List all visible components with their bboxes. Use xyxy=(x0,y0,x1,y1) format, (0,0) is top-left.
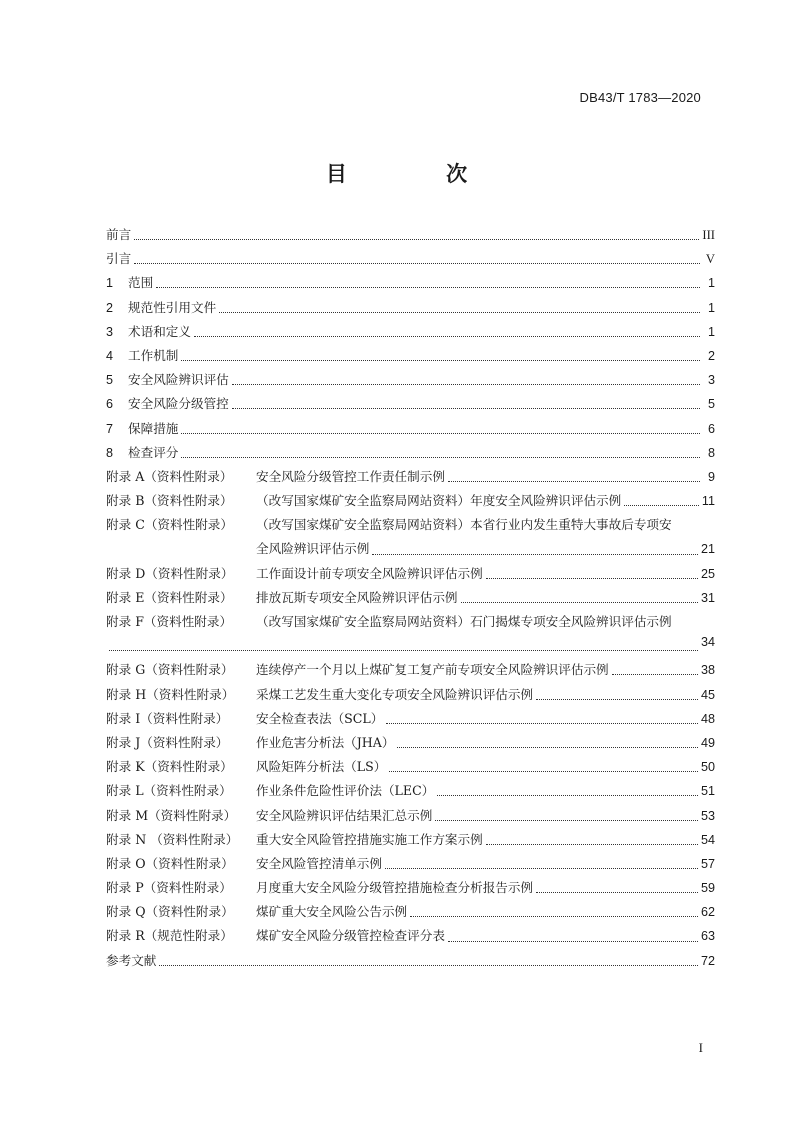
toc-entry[interactable] xyxy=(106,732,715,756)
toc-entry[interactable] xyxy=(106,538,715,562)
toc-entry-page: 62 xyxy=(700,905,715,920)
toc-dot-leader xyxy=(232,383,700,385)
toc-entry-page: 50 xyxy=(700,760,715,775)
toc-entry-title: 作业条件危险性评价法（LEC） xyxy=(256,783,435,799)
toc-entry-appendix-label: 附录 N （资料性附录） xyxy=(106,831,239,847)
toc-entry-appendix-label: 附录 K（资料性附录） xyxy=(106,759,233,775)
toc-entry[interactable] xyxy=(106,925,715,949)
toc-entry-appendix-label: 附录 O（资料性附录） xyxy=(106,855,234,871)
toc-entry[interactable] xyxy=(106,418,715,442)
toc-entry-page: 72 xyxy=(700,953,715,968)
toc-entry-appendix-label: 附录 P（资料性附录） xyxy=(106,880,232,896)
toc-entry-page: 1 xyxy=(707,324,715,339)
toc-dot-leader xyxy=(410,915,698,917)
toc-entry[interactable] xyxy=(106,611,715,635)
toc-entry[interactable] xyxy=(106,659,715,683)
toc-entry[interactable] xyxy=(106,708,715,732)
toc-entry-page: 8 xyxy=(707,445,715,460)
toc-entry[interactable] xyxy=(106,466,715,490)
toc-entry-number: 5 xyxy=(106,373,114,388)
toc-dot-leader xyxy=(181,359,700,361)
toc-dot-leader xyxy=(437,794,698,796)
toc-entry-title: 检查评分 xyxy=(128,444,179,460)
toc-entry-title: 参考文献 xyxy=(106,952,157,968)
toc-entry[interactable] xyxy=(106,514,715,538)
toc-dot-leader xyxy=(397,746,698,748)
toc-entry-title: 保障措施 xyxy=(128,420,179,436)
toc-dot-leader xyxy=(389,770,698,772)
toc-entry-title: 引言 xyxy=(106,251,132,267)
toc-entry-title: （改写国家煤矿安全监察局网站资料）本省行业内发生重特大事故后专项安 xyxy=(256,517,672,533)
toc-entry-appendix-label: 附录 E（资料性附录） xyxy=(106,589,233,605)
toc-entry-number: 1 xyxy=(106,276,114,291)
toc-dot-leader xyxy=(134,238,699,240)
toc-dot-leader xyxy=(194,335,700,337)
toc-entry-title: （改写国家煤矿安全监察局网站资料）年度安全风险辨识评估示例 xyxy=(256,493,622,509)
toc-entry-appendix-label: 附录 M（资料性附录） xyxy=(106,807,237,823)
toc-dot-leader xyxy=(435,819,698,821)
toc-entry[interactable] xyxy=(106,950,715,974)
toc-entry[interactable] xyxy=(106,684,715,708)
toc-entry[interactable] xyxy=(106,369,715,393)
toc-entry-title: 安全风险分级管控工作责任制示例 xyxy=(256,468,445,484)
toc-entry[interactable] xyxy=(106,224,715,248)
toc-entry[interactable] xyxy=(106,248,715,272)
toc-entry-appendix-label: 附录 R（规范性附录） xyxy=(106,928,233,944)
toc-entry-page: 1 xyxy=(707,300,715,315)
toc-entry-page: 57 xyxy=(700,856,715,871)
toc-entry-title: 月度重大安全风险分级管控措施检查分析报告示例 xyxy=(256,880,534,896)
toc-entry[interactable] xyxy=(106,805,715,829)
toc-entry-appendix-label: 附录 J（资料性附录） xyxy=(106,734,229,750)
toc-entry-appendix-label: 附录 Q（资料性附录） xyxy=(106,904,234,920)
toc-entry-title: 工作机制 xyxy=(128,347,179,363)
toc-entry-page: 9 xyxy=(707,469,715,484)
toc-entry-title: 连续停产一个月以上煤矿复工复产前专项安全风险辨识评估示例 xyxy=(256,662,609,678)
toc-entry-page: V xyxy=(705,252,715,267)
toc-dot-leader xyxy=(232,407,700,409)
toc-entry-number: 7 xyxy=(106,421,114,436)
toc-entry-page: III xyxy=(702,228,715,242)
toc-dot-leader xyxy=(536,891,698,893)
toc-entry-page: 31 xyxy=(700,590,715,605)
toc-dot-leader xyxy=(612,673,698,675)
toc-entry[interactable] xyxy=(106,877,715,901)
toc-entry-page: 34 xyxy=(700,635,715,650)
toc-dot-leader xyxy=(181,432,700,434)
toc-entry-title: 安全检查表法（SCL） xyxy=(256,710,384,726)
toc-entry[interactable] xyxy=(106,853,715,877)
toc-dot-leader xyxy=(624,504,699,506)
toc-entry-appendix-label: 附录 A（资料性附录） xyxy=(106,468,233,484)
toc-entry-title: 排放瓦斯专项安全风险辨识评估示例 xyxy=(256,589,458,605)
toc-entry-page: 51 xyxy=(700,784,715,799)
toc-entry[interactable] xyxy=(106,756,715,780)
toc-entry-appendix-label: 附录 I（资料性附录） xyxy=(106,710,229,726)
toc-entry-page: 5 xyxy=(707,397,715,412)
toc-entry-title: 全风险辨识评估示例 xyxy=(256,541,370,557)
toc-entry-page: 25 xyxy=(700,566,715,581)
toc-dot-leader xyxy=(109,649,698,651)
toc-dot-leader xyxy=(486,843,698,845)
toc-entry-number: 3 xyxy=(106,324,114,339)
toc-dot-leader xyxy=(181,456,700,458)
toc-entry-page: 59 xyxy=(700,881,715,896)
toc-dot-leader xyxy=(386,722,698,724)
toc-entry-number: 8 xyxy=(106,445,114,460)
toc-entry[interactable] xyxy=(106,321,715,345)
toc-entry-page: 3 xyxy=(707,373,715,388)
toc-entry[interactable] xyxy=(106,635,715,659)
toc-entry[interactable] xyxy=(106,490,715,514)
toc-entry-title: 煤矿安全风险分级管控检查评分表 xyxy=(256,928,445,944)
toc-entry-title: 重大安全风险管控措施实施工作方案示例 xyxy=(256,831,483,847)
toc-entry-title: 前言 xyxy=(106,227,132,242)
toc-entry-page: 49 xyxy=(700,735,715,750)
toc-entry-appendix-label: 附录 G（资料性附录） xyxy=(106,662,234,678)
toc-entry[interactable] xyxy=(106,442,715,466)
toc-entry[interactable] xyxy=(106,297,715,321)
toc-dot-leader xyxy=(219,311,700,313)
toc-dot-leader xyxy=(372,553,698,555)
toc-entry-page: 38 xyxy=(700,663,715,678)
page-title: 目 次 xyxy=(325,162,514,186)
toc-entry-title: 采煤工艺发生重大变化专项安全风险辨识评估示例 xyxy=(256,686,534,702)
toc-dot-leader xyxy=(134,262,700,264)
toc-entry-appendix-label: 附录 H（资料性附录） xyxy=(106,686,235,702)
toc-entry-title: 安全风险分级管控 xyxy=(128,396,229,412)
toc-entry-appendix-label: 附录 B（资料性附录） xyxy=(106,493,233,509)
page-number: I xyxy=(698,1040,703,1055)
toc-dot-leader xyxy=(159,964,698,966)
toc-entry-title: 术语和定义 xyxy=(128,323,191,339)
toc-entry-title: 作业危害分析法（JHA） xyxy=(256,734,395,750)
toc-entry-title: （改写国家煤矿安全监察局网站资料）石门揭煤专项安全风险辨识评估示例 xyxy=(256,614,672,629)
toc-entry-page: 21 xyxy=(700,542,715,557)
toc-dot-leader xyxy=(385,867,698,869)
toc-entry-page: 2 xyxy=(707,348,715,363)
standard-code: DB43/T 1783—2020 xyxy=(579,90,701,105)
toc-entry-page: 54 xyxy=(700,832,715,847)
toc-entry-title: 规范性引用文件 xyxy=(128,299,217,315)
toc-entry-title: 安全风险辨识评估 xyxy=(128,372,229,388)
toc-entry-appendix-label: 附录 L（资料性附录） xyxy=(106,783,232,799)
toc-entry[interactable] xyxy=(106,829,715,853)
toc-entry-page: 1 xyxy=(707,276,715,291)
toc-dot-leader xyxy=(448,480,700,482)
toc-dot-leader xyxy=(156,286,700,288)
toc-entry-page: 45 xyxy=(700,687,715,702)
toc-entry-title: 工作面设计前专项安全风险辨识评估示例 xyxy=(256,565,483,581)
toc-entry-appendix-label: 附录 F（资料性附录） xyxy=(106,614,233,629)
toc-entry[interactable] xyxy=(106,901,715,925)
toc-entry-page: 6 xyxy=(707,421,715,436)
toc-entry-title: 煤矿重大安全风险公告示例 xyxy=(256,904,408,920)
toc-entry-number: 4 xyxy=(106,348,114,363)
toc-dot-leader xyxy=(536,698,698,700)
toc-entry-page: 48 xyxy=(700,711,715,726)
toc-entry-title: 安全风险管控清单示例 xyxy=(256,855,382,871)
toc-entry-title: 安全风险辨识评估结果汇总示例 xyxy=(256,807,433,823)
toc-entry-number: 6 xyxy=(106,397,114,412)
toc-dot-leader xyxy=(461,601,698,603)
toc-entry[interactable] xyxy=(106,587,715,611)
toc-dot-leader xyxy=(486,577,698,579)
toc-entry[interactable] xyxy=(106,272,715,296)
toc-entry[interactable] xyxy=(106,563,715,587)
toc-entry-title: 范围 xyxy=(128,275,154,291)
toc-entry-page: 63 xyxy=(700,929,715,944)
toc-entry[interactable] xyxy=(106,780,715,804)
toc-entry-appendix-label: 附录 D（资料性附录） xyxy=(106,565,234,581)
toc-entry-appendix-label: 附录 C（资料性附录） xyxy=(106,517,233,533)
toc-entry[interactable] xyxy=(106,345,715,369)
toc-entry-number: 2 xyxy=(106,300,114,315)
toc-entry-page: 11 xyxy=(701,494,715,509)
toc-entry[interactable] xyxy=(106,393,715,417)
toc-entry-page: 53 xyxy=(700,808,715,823)
toc-entry-title: 风险矩阵分析法（LS） xyxy=(256,759,387,775)
table-of-contents xyxy=(106,224,715,974)
toc-dot-leader xyxy=(448,940,698,942)
